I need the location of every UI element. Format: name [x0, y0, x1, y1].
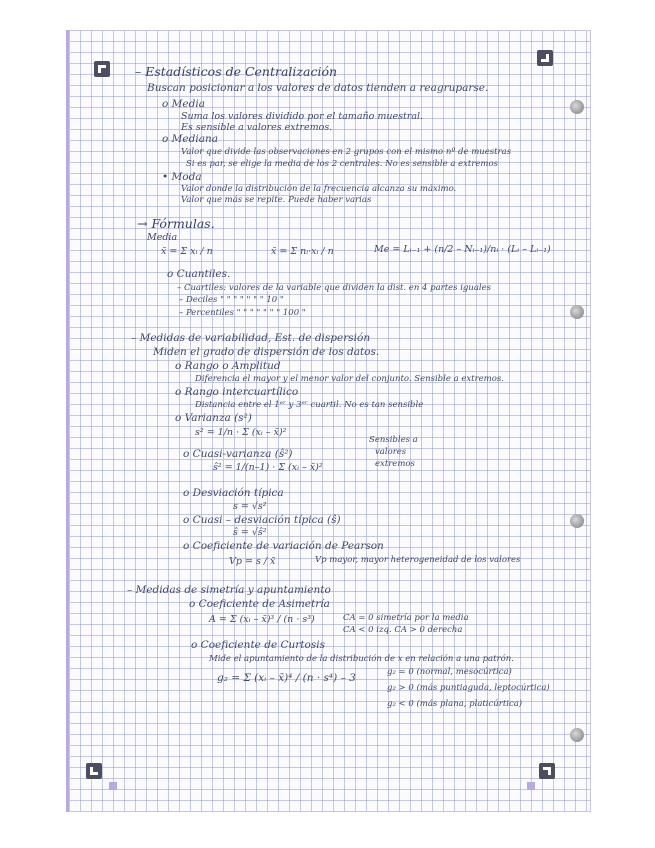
note-line: Valor donde la distribución de la frecuencia alcanza su máximo. [181, 184, 457, 194]
side-note: valores [375, 447, 407, 457]
note-line: Diferencia el mayor y el menor valor del conjunto. Sensible a extremos. [195, 374, 504, 384]
note-line: g₂ = 0 (normal, mesocúrtica) [387, 667, 512, 677]
notebook-page [66, 30, 591, 812]
note-line: – Deciles " " " " " " " 10 " [179, 295, 284, 305]
binder-hole-icon [570, 728, 584, 742]
note-line: Valor que más se repite. Puede haber varias [181, 195, 372, 205]
binder-hole-icon [570, 100, 584, 114]
subheading-media: o Media [162, 98, 205, 110]
formula-pearson: Vp = s / x̄ [229, 556, 276, 567]
corner-marker-top-left-icon [94, 61, 110, 77]
note-line: Vp mayor, mayor heterogeneidad de los valores [315, 555, 521, 565]
formula-varianza: s² = 1/n · Σ (xᵢ – x̄)² [195, 427, 287, 438]
formula-desviacion: s = √s² [233, 501, 267, 512]
formula-media-ponderada: x̄ = Σ nᵢ·xᵢ / n [271, 246, 334, 257]
side-note: Sensibles a [369, 435, 418, 445]
note-line: g₂ > 0 (más puntiaguda, leptocúrtica) [387, 683, 550, 693]
corner-marker-top-right-icon [537, 50, 553, 66]
heading-simetria: – Medidas de simetría y apuntamiento [127, 584, 331, 596]
note-line: Miden el grado de dispersión de los datos. [153, 346, 380, 358]
note-line: Buscan posicionar a los valores de datos tienden a reagruparse. [147, 82, 489, 94]
note-line: – Cuartiles: valores de la variable que dividen la dist. en 4 partes iguales [177, 283, 492, 293]
subheading-moda: • Moda [162, 171, 202, 183]
subheading-pearson: o Coeficiente de variación de Pearson [183, 540, 384, 552]
note-line: Es sensible a valores extremos. [181, 122, 333, 133]
heading-formulas: → Fórmulas. [137, 216, 215, 231]
note-line: Mide el apuntamiento de la distribución de x en relación a una patrón. [209, 654, 514, 664]
binder-hole-icon [570, 305, 584, 319]
subheading-rango: o Rango o Amplitud [175, 360, 281, 372]
side-note: extremos [375, 459, 415, 469]
note-line: – Percentiles " " " " " " " 100 " [179, 308, 306, 318]
subheading-rango-intercuartilico: o Rango intercuartílico [175, 386, 299, 398]
heading-centralizacion: – Estadísticos de Centralización [135, 64, 338, 79]
subheading-asimetria: o Coeficiente de Asimetría [189, 598, 330, 610]
note-line: Valor que divide las observaciones en 2 grupos con el mismo nº de muestras [181, 147, 512, 157]
label-media: Media [147, 232, 178, 243]
note-line: Si es par, se elige la media de los 2 centrales. No es sensible a extremos [186, 159, 498, 169]
subheading-cuasidesviacion: o Cuasi – desviación típica (ŝ) [183, 514, 341, 526]
formula-media-simple: x̄ = Σ xᵢ / n [161, 246, 213, 257]
binder-hole-icon [570, 514, 584, 528]
note-line: CA < 0 izq. CA > 0 derecha [343, 625, 463, 635]
subheading-mediana: o Mediana [162, 133, 218, 145]
margin-tab-right-icon [527, 782, 535, 790]
corner-marker-bottom-left-icon [86, 763, 102, 779]
margin-tab-left-icon [109, 782, 117, 790]
subheading-cuasivarianza: o Cuasi-varianza (ŝ²) [183, 448, 293, 460]
note-line: g₂ < 0 (más plana, platicúrtica) [387, 699, 523, 709]
note-line: Suma los valores dividido por el tamaño muestral. [181, 111, 424, 122]
note-line: Distancia entre el 1ᵉʳ y 3ᵉʳ cuartil. No es tan sensible [195, 400, 424, 410]
subheading-curtosis: o Coeficiente de Curtosis [191, 639, 325, 651]
corner-marker-bottom-right-icon [539, 763, 555, 779]
subheading-cuantiles: o Cuantiles. [167, 268, 231, 280]
formula-asimetria: A = Σ (xᵢ – x̄)³ / (n · s³) [209, 614, 315, 625]
formula-mediana-agrupada: Me = Lᵢ₋₁ + (n/2 – Nᵢ₋₁)/nᵢ · (Lᵢ – Lᵢ₋₁) [374, 244, 551, 255]
subheading-varianza: o Varianza (s²) [175, 412, 252, 424]
formula-cuasidesviacion: ŝ = √ŝ² [233, 527, 267, 538]
subheading-desviacion-tipica: o Desviación típica [183, 487, 284, 499]
note-line: CA = 0 simetría por la media [343, 613, 469, 623]
heading-variabilidad: – Medidas de variabilidad, Est. de dispersión [131, 332, 371, 344]
formula-curtosis: g₂ = Σ (xᵢ – x̄)⁴ / (n · s⁴) – 3 [217, 672, 356, 684]
formula-cuasivarianza: ŝ² = 1/(n–1) · Σ (xᵢ – x̄)² [213, 462, 323, 473]
